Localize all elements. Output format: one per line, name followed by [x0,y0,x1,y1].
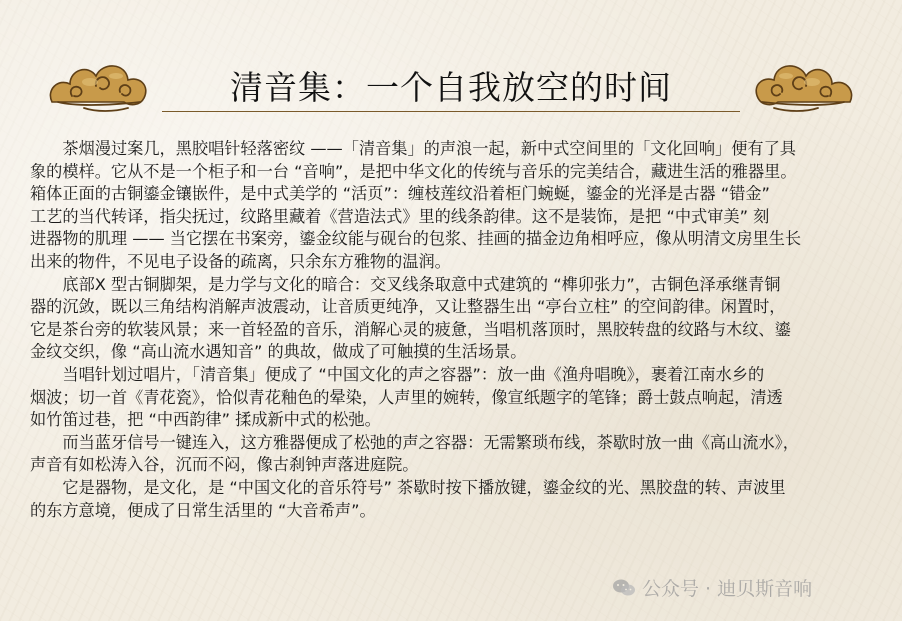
text-line: 进器物的肌理 —— 当它摆在书案旁，鎏金纹能与砚台的包浆、挂画的描金边角相呼应，像从明清文房里生长 [30,229,802,249]
text-line: 箱体正面的古铜鎏金镶嵌件，是中式美学的 “活页”：缠枝莲纹沿着柜门蜿蜒，鎏金的光泽是古器 “错金” [30,184,770,204]
text-line: 工艺的当代转译，指尖抚过，纹路里藏着《营造法式》里的线条韵律。这不是装饰，是把 “中式审美” 刻 [30,206,770,226]
text-line: 器的沉敛，既以三角结构消解声波震动，让音质更纯净，又让整器生出 “亭台立柱” 的空间韵律。闲置时， [30,297,786,317]
title-divider [162,111,740,112]
text-line: 它是茶台旁的软装风景；来一首轻盈的音乐，消解心灵的疲惫，当唱机落顶时，黑胶转盘的纹路与木纹、鎏 [30,319,791,339]
watermark [612,574,812,601]
text-line: 金纹交织，像 “高山流水遇知音” 的典故，做成了可触摸的生活场景。 [30,342,527,362]
text-line: 当唱针划过唱片，「清音集」便成了 “中国文化的声之容器”：放一曲《渔舟唱晚》，裹着江南水乡的 [62,364,765,384]
paragraph-5 [30,477,880,522]
page-title: 清音集：一个自我放空的时间 [230,68,672,107]
text-line: 它是器物，是文化，是 “中国文化的音乐符号” 茶歇时按下播放键，鎏金纹的光、黑胶盘的转、声波里 [62,477,786,497]
header [0,0,902,120]
text-line: 出来的物件，不见电子设备的疏离，只余东方雅物的温润。 [30,251,451,271]
paragraph-2 [30,274,880,364]
text-line: 的东方意境，便成了日常生活里的 “大音希声”。 [30,500,376,520]
text-line: 而当蓝牙信号一键连入，这方雅器便成了松弛的声之容器：无需繁琐布线，茶歇时放一曲《高山流水》， [62,432,799,452]
watermark-text: 公众号 · 迪贝斯音响 [642,578,813,600]
text-line: 象的模样。它从不是一个柜子和一台 “音响”，是把中华文化的传统与音乐的完美结合，藏进生活的雅器里。 [30,161,797,181]
text-line: 声音有如松涛入谷，沉而不闷，像古刹钟声落进庭院。 [30,455,419,475]
paragraph-3 [30,364,880,432]
wechat-icon [612,578,636,598]
paragraph-1 [30,138,880,274]
text-line: 如竹笛过巷，把 “中西韵律” 揉成新中式的松弛。 [30,410,381,430]
text-line: 烟波；切一首《青花瓷》，恰似青花釉色的晕染，人声里的婉转，像宣纸题字的笔锋；爵士鼓点响起，清透 [30,387,783,407]
auspicious-cloud-right-icon [746,52,858,116]
text-line: 茶烟漫过案几，黑胶唱针轻落密纹 ——「清音集」的声浪一起，新中式空间里的「文化回响」便有了具 [62,139,796,158]
paragraph-4 [30,432,880,477]
article-body [30,138,880,522]
text-line: 底部X 型古铜脚架，是力学与文化的暗合：交叉线条取意中式建筑的 “榫卯张力”，古铜色泽承继青铜 [62,274,781,294]
